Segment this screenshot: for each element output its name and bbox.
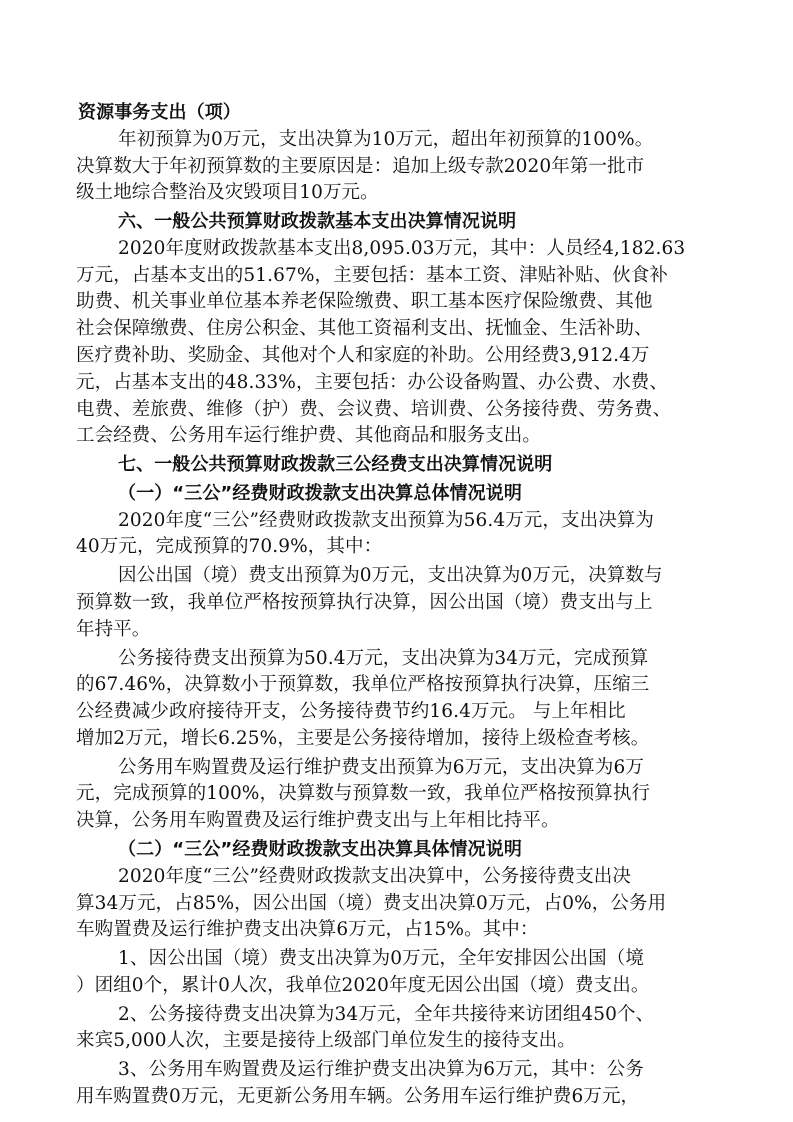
paragraph-line: 公务用车购置费及运行维护费支出预算为6万元，支出决算为6万 — [118, 757, 644, 778]
paragraph-line: 公经费减少政府接待开支，公务接待费节约16.4万元。 与上年相比 — [76, 701, 626, 722]
paragraph-line: 预算数一致，我单位严格按预算执行决算，因公出国（境）费支出与上 — [76, 592, 653, 613]
heading-resource-affairs: 资源事务支出（项） — [78, 102, 241, 123]
subsection-heading-1: （一）“三公”经费财政拨款支出决算总体情况说明 — [118, 483, 522, 504]
paragraph-line: 万元，占基本支出的51.67%，主要包括：基本工资、津贴补贴、伙食补 — [76, 265, 668, 286]
section-heading-7: 七、一般公共预算财政拨款三公经费支出决算情况说明 — [118, 454, 553, 475]
paragraph-line: 来宾5,000人次，主要是接待上级部门单位发生的接待支出。 — [76, 1030, 576, 1051]
subsection-heading-2: （二）“三公”经费财政拨款支出决算具体情况说明 — [118, 839, 522, 860]
paragraph-line: 车购置费及运行维护费支出决算6万元，占15%。其中： — [76, 919, 539, 940]
paragraph-line: 电费、差旅费、维修（护）费、会议费、培训费、公务接待费、劳务费、 — [76, 399, 672, 420]
paragraph-line: 2020年度“三公”经费财政拨款支出预算为56.4万元，支出决算为 — [118, 510, 654, 531]
paragraph-line: 公务接待费支出预算为50.4万元，支出决算为34万元，完成预算 — [118, 648, 649, 669]
paragraph-line: 2020年度财政拨款基本支出8,095.03万元，其中：人员经4,182.63 — [118, 238, 686, 259]
paragraph-line: 元，占基本支出的48.33%，主要包括：办公设备购置、办公费、水费、 — [76, 372, 668, 393]
paragraph-line: 社会保障缴费、住房公积金、其他工资福利支出、抚恤金、生活补助、 — [76, 318, 653, 339]
paragraph-line: 算34万元，占85%，因公出国（境）费支出决算0万元，占0%，公务用 — [76, 893, 667, 914]
paragraph-line: ）团组0个，累计0人次，我单位2020年度无因公出国（境）费支出。 — [76, 975, 650, 996]
paragraph-line: 工会经费、公务用车运行维护费、其他商品和服务支出。 — [76, 425, 542, 446]
paragraph-line: 决算数大于年初预算数的主要原因是：追加上级专款2020年第一批市 — [76, 156, 645, 177]
paragraph-line: 2、公务接待费支出决算为34万元，全年共接待来访团组450个、 — [118, 1004, 655, 1025]
paragraph-line: 年持平。 — [76, 619, 151, 640]
paragraph-line: 增加2万元，增长6.25%，主要是公务接待增加，接待上级检查考核。 — [76, 728, 650, 749]
paragraph-line: 助费、机关事业单位基本养老保险缴费、职工基本医疗保险缴费、其他 — [76, 291, 653, 312]
paragraph-line: 1、因公出国（境）费支出决算为0万元，全年安排因公出国（境 — [118, 948, 644, 969]
paragraph-line: 2020年度“三公”经费财政拨款支出决算中，公务接待费支出决 — [118, 866, 631, 887]
paragraph-line: 级土地综合整治及灾毁项目10万元。 — [76, 182, 379, 203]
paragraph-line: 年初预算为0万元，支出决算为10万元，超出年初预算的100%。 — [118, 129, 654, 150]
paragraph-line: 决算，公务用车购置费及运行维护费支出与上年相比持平。 — [76, 810, 560, 831]
paragraph-line: 因公出国（境）费支出预算为0万元，支出决算为0万元，决算数与 — [118, 565, 663, 586]
section-heading-6: 六、一般公共预算财政拨款基本支出决算情况说明 — [118, 211, 517, 232]
paragraph-line: 用车购置费0万元，无更新公务用车辆。公务用车运行维护费6万元， — [76, 1086, 640, 1107]
paragraph-line: 元，完成预算的100%，决算数与预算数一致，我单位严格按预算执行 — [76, 783, 651, 804]
paragraph-line: 3、公务用车购置费及运行维护费支出决算为6万元，其中：公务 — [118, 1059, 644, 1080]
paragraph-line: 40万元，完成预算的70.9%，其中： — [76, 536, 383, 557]
paragraph-line: 医疗费补助、奖励金、其他对个人和家庭的补助。公用经费3,912.4万 — [76, 345, 650, 366]
paragraph-line: 的67.46%，决算数小于预算数，我单位严格按预算执行决算，压缩三 — [76, 674, 650, 695]
